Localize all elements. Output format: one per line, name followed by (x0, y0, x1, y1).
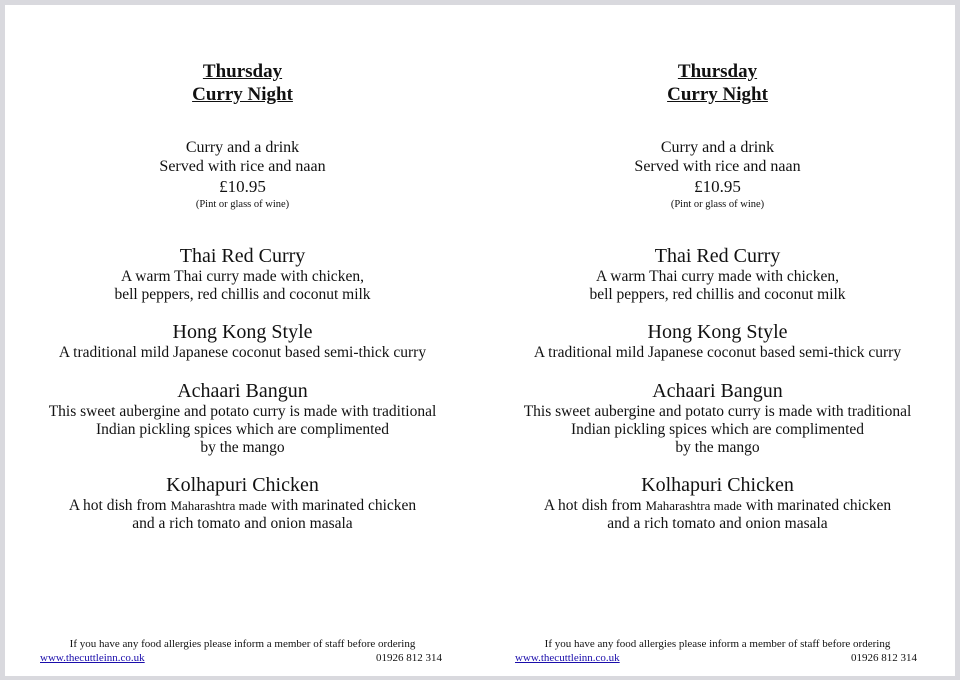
dish-description (480, 344, 955, 362)
dish-description-part: with marinated chicken (266, 497, 417, 514)
deal-price: £10.95 (694, 177, 741, 196)
dish-description-line: bell peppers, red chillis and coconut milk (589, 286, 846, 303)
dish-name: Kolhapuri Chicken (641, 474, 794, 496)
menu-title (480, 60, 955, 106)
dish-kolhapuri-chicken (480, 473, 955, 533)
dish-description-part: A hot dish from (68, 497, 171, 514)
dish-description-line: and a rich tomato and onion masala (132, 515, 353, 532)
dish-description-line: This sweet aubergine and potato curry is made with traditional (48, 403, 437, 420)
dish-name: Kolhapuri Chicken (166, 474, 319, 496)
dish-description-line (5, 497, 480, 515)
menu-title-day: Thursday (202, 61, 283, 82)
dish-achaari-bangun (480, 379, 955, 457)
dish-description (5, 268, 480, 304)
menu-title-event: Curry Night (192, 84, 293, 105)
dish-description-line: Indian pickling spices which are complimented (570, 421, 865, 438)
phone-number: 01926 812 314 (376, 652, 442, 664)
website-link[interactable]: www.thecuttleinn.co.uk (40, 652, 145, 664)
menu-column-left (5, 5, 480, 676)
dish-hong-kong-style (480, 320, 955, 362)
allergy-notice: If you have any food allergies please inform a member of staff before ordering (69, 638, 416, 650)
dish-description-line: Indian pickling spices which are complimented (95, 421, 390, 438)
dish-thai-red-curry (5, 244, 480, 304)
dish-achaari-bangun (5, 379, 480, 457)
dish-name: Achaari Bangun (177, 380, 308, 402)
dish-description-line: bell peppers, red chillis and coconut milk (114, 286, 371, 303)
dish-name: Thai Red Curry (654, 245, 781, 267)
menu-sheet (5, 5, 955, 676)
deal-price: £10.95 (219, 177, 266, 196)
dish-description-part: Maharashtra made (170, 498, 267, 513)
drink-note: (Pint or glass of wine) (195, 199, 290, 210)
dish-description (480, 268, 955, 304)
dish-kolhapuri-chicken (5, 473, 480, 533)
allergy-notice: If you have any food allergies please inform a member of staff before ordering (544, 638, 891, 650)
dish-name: Hong Kong Style (647, 321, 788, 343)
dish-thai-red-curry (480, 244, 955, 304)
dish-hong-kong-style (5, 320, 480, 362)
menu-title (5, 60, 480, 106)
menu-title-day: Thursday (677, 61, 758, 82)
dish-description-line: by the mango (675, 439, 760, 456)
deal-line: Curry and a drink (660, 139, 775, 156)
dish-description-part: with marinated chicken (741, 497, 892, 514)
dish-description-line (480, 497, 955, 515)
dish-description (480, 497, 955, 533)
dish-description-line: and a rich tomato and onion masala (607, 515, 828, 532)
deal-line: Curry and a drink (185, 139, 300, 156)
dish-description-line: A warm Thai curry made with chicken, (596, 268, 839, 285)
dish-description-line: A traditional mild Japanese coconut based semi-thick curry (58, 344, 427, 361)
deal-block (480, 138, 955, 212)
deal-line: Served with rice and naan (159, 158, 326, 175)
website-link[interactable]: www.thecuttleinn.co.uk (515, 652, 620, 664)
deal-line: Served with rice and naan (634, 158, 801, 175)
dish-name: Hong Kong Style (172, 321, 313, 343)
dish-description-line: This sweet aubergine and potato curry is made with traditional (523, 403, 912, 420)
dish-description (5, 344, 480, 362)
phone-number: 01926 812 314 (851, 652, 917, 664)
dish-description-part: Maharashtra made (645, 498, 742, 513)
dish-description (480, 403, 955, 457)
dish-name: Thai Red Curry (179, 245, 306, 267)
dish-description-line: A traditional mild Japanese coconut based semi-thick curry (533, 344, 902, 361)
dish-description-part: A hot dish from (543, 497, 646, 514)
dish-description (5, 403, 480, 457)
dish-description (5, 497, 480, 533)
drink-note: (Pint or glass of wine) (670, 199, 765, 210)
dish-description-line: A warm Thai curry made with chicken, (121, 268, 364, 285)
menu-column-right (480, 5, 955, 676)
dish-description-line: by the mango (200, 439, 285, 456)
deal-block (5, 138, 480, 212)
dish-name: Achaari Bangun (652, 380, 783, 402)
menu-title-event: Curry Night (667, 84, 768, 105)
